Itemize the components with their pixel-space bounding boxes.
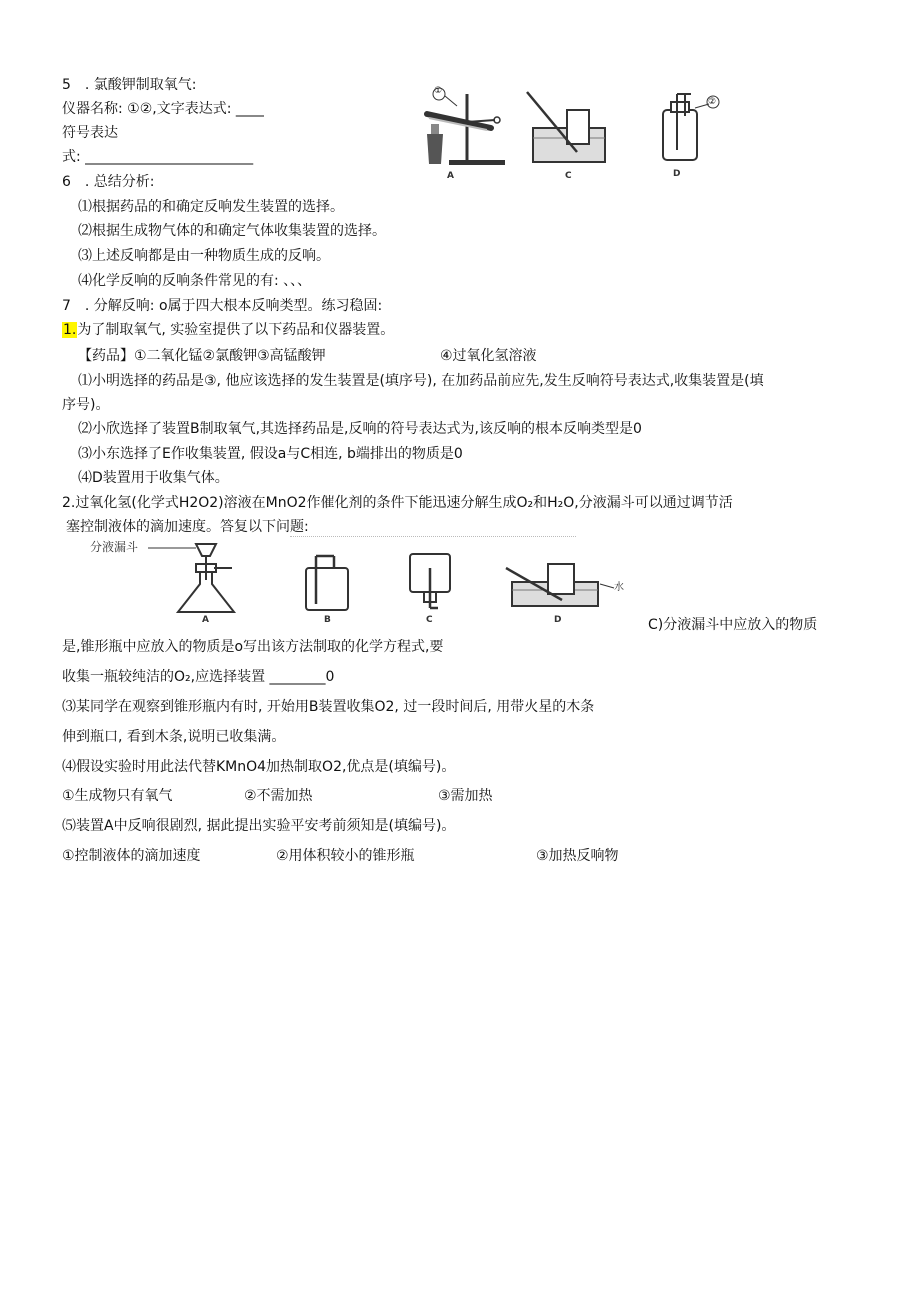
apparatus-a (427, 88, 505, 181)
fig-water-label: 水 (614, 582, 624, 593)
q1-part2: ⑵小欣选择了装置B制取氧气,其选择药品是,反响的符号表达式为,该反响的根本反响类型是0 (78, 421, 642, 437)
bottom-apparatus-figure (88, 538, 640, 624)
section5-line3: 式: ________________________ (62, 149, 254, 165)
apparatus-d2 (506, 564, 614, 624)
section5-line2: 符号表达 (62, 125, 118, 141)
dotted-rule (290, 536, 576, 537)
section6-item-1: ⑴根据药品的和确定反响发生装置的选择。 (78, 199, 344, 215)
fig-top-mark-1: ① (434, 86, 443, 96)
q1-drugs-a: 【药品】①二氧化锰②氯酸钾③高锰酸钾 (78, 348, 326, 364)
q2-part1-cont: 是,锥形瓶中应放入的物质是o写出该方法制取的化学方程式,要 (62, 639, 444, 655)
q1-number: 1. (63, 322, 77, 338)
top-apparatus-figure (415, 84, 725, 182)
q2-part4-option-1: ①生成物只有氧气 (62, 788, 173, 804)
apparatus-b2 (306, 556, 348, 624)
section6-title: 6 . 总结分析: (62, 174, 155, 190)
q2-part5: ⑸装置A中反响很剧烈, 据此提出实验平安考前须知是(填编号)。 (62, 818, 456, 834)
section6-item-4: ⑷化学反响的反响条件常见的有: 、、、 (78, 273, 312, 289)
q2-part5-option-2: ②用体积较小的锥形瓶 (276, 848, 415, 864)
fig-top-label-d: D (673, 169, 681, 179)
q1-drugs-b: ④过氧化氢溶液 (440, 348, 537, 364)
q2-part4-option-3: ③需加热 (438, 788, 493, 804)
q2-part5-option-3: ③加热反响物 (536, 848, 619, 864)
q1-part1-b: 序号)。 (62, 397, 110, 413)
fig-bottom-label-b: B (324, 615, 331, 624)
q2-line1: 2.过氧化氢(化学式H2O2)溶液在MnO2作催化剂的条件下能迅速分解生成O₂和H₂O,分液漏斗可以通过调节活 (62, 495, 733, 511)
q2-part5-option-1: ①控制液体的滴加速度 (62, 848, 201, 864)
section6-item-3: ⑶上述反响都是由一种物质生成的反响。 (78, 248, 330, 264)
q1-intro-text: 为了制取氧气, 实验室提供了以下药品和仪器装置。 (77, 322, 395, 338)
fig-caption-funnel: 分液漏斗 (90, 540, 139, 554)
q2-line2: 塞控制液体的滴加速度。答复以下问题: (66, 519, 309, 535)
section6-item-2: ⑵根据生成物气体的和确定气体收集装置的选择。 (78, 223, 386, 239)
q2-part3-b: 伸到瓶口, 看到木条,说明已收集满。 (62, 729, 286, 745)
apparatus-a2 (148, 544, 234, 624)
q2-part4-option-2: ②不需加热 (244, 788, 313, 804)
section5-line1: 仪器名称: ①②,文字表达式: ____ (62, 101, 264, 117)
q1-part4: ⑷D装置用于收集气体。 (78, 470, 229, 486)
q2-part3-a: ⑶某同学在观察到锥形瓶内有时, 开始用B装置收集O2, 过一段时间后, 用带火星的木条 (62, 699, 595, 715)
fig-bottom-label-a: A (202, 615, 209, 624)
q1-part3: ⑶小东选择了E作收集装置, 假设a与C相连, b端排出的物质是0 (78, 446, 463, 462)
section5-title: 5 . 氯酸钾制取氧气: (62, 77, 197, 93)
apparatus-c2 (410, 554, 450, 624)
q2-part1-end: 收集一瓶较纯洁的O₂,应选择装置 ________0 (62, 669, 335, 685)
fig-top-mark-2: ② (708, 97, 717, 107)
fig-bottom-label-c: C (426, 615, 433, 624)
apparatus-c (527, 92, 605, 181)
fig-top-label-a: A (447, 171, 454, 181)
q1-part1-a: ⑴小明选择的药品是③, 他应该选择的发生装置是(填序号), 在加药品前应先,发生反响符号表达式,收集装置是(填 (78, 373, 764, 389)
q1-intro (62, 320, 394, 340)
q2-part1-right: C)分液漏斗中应放入的物质 (648, 617, 818, 633)
q2-part4: ⑷假设实验时用此法代替KMnO4加热制取O2,优点是(填编号)。 (62, 759, 456, 775)
fig-top-label-c: C (565, 171, 572, 181)
fig-bottom-label-d: D (554, 615, 562, 624)
section7-title: 7 . 分解反响: o属于四大根本反响类型。练习稳固: (62, 298, 383, 314)
